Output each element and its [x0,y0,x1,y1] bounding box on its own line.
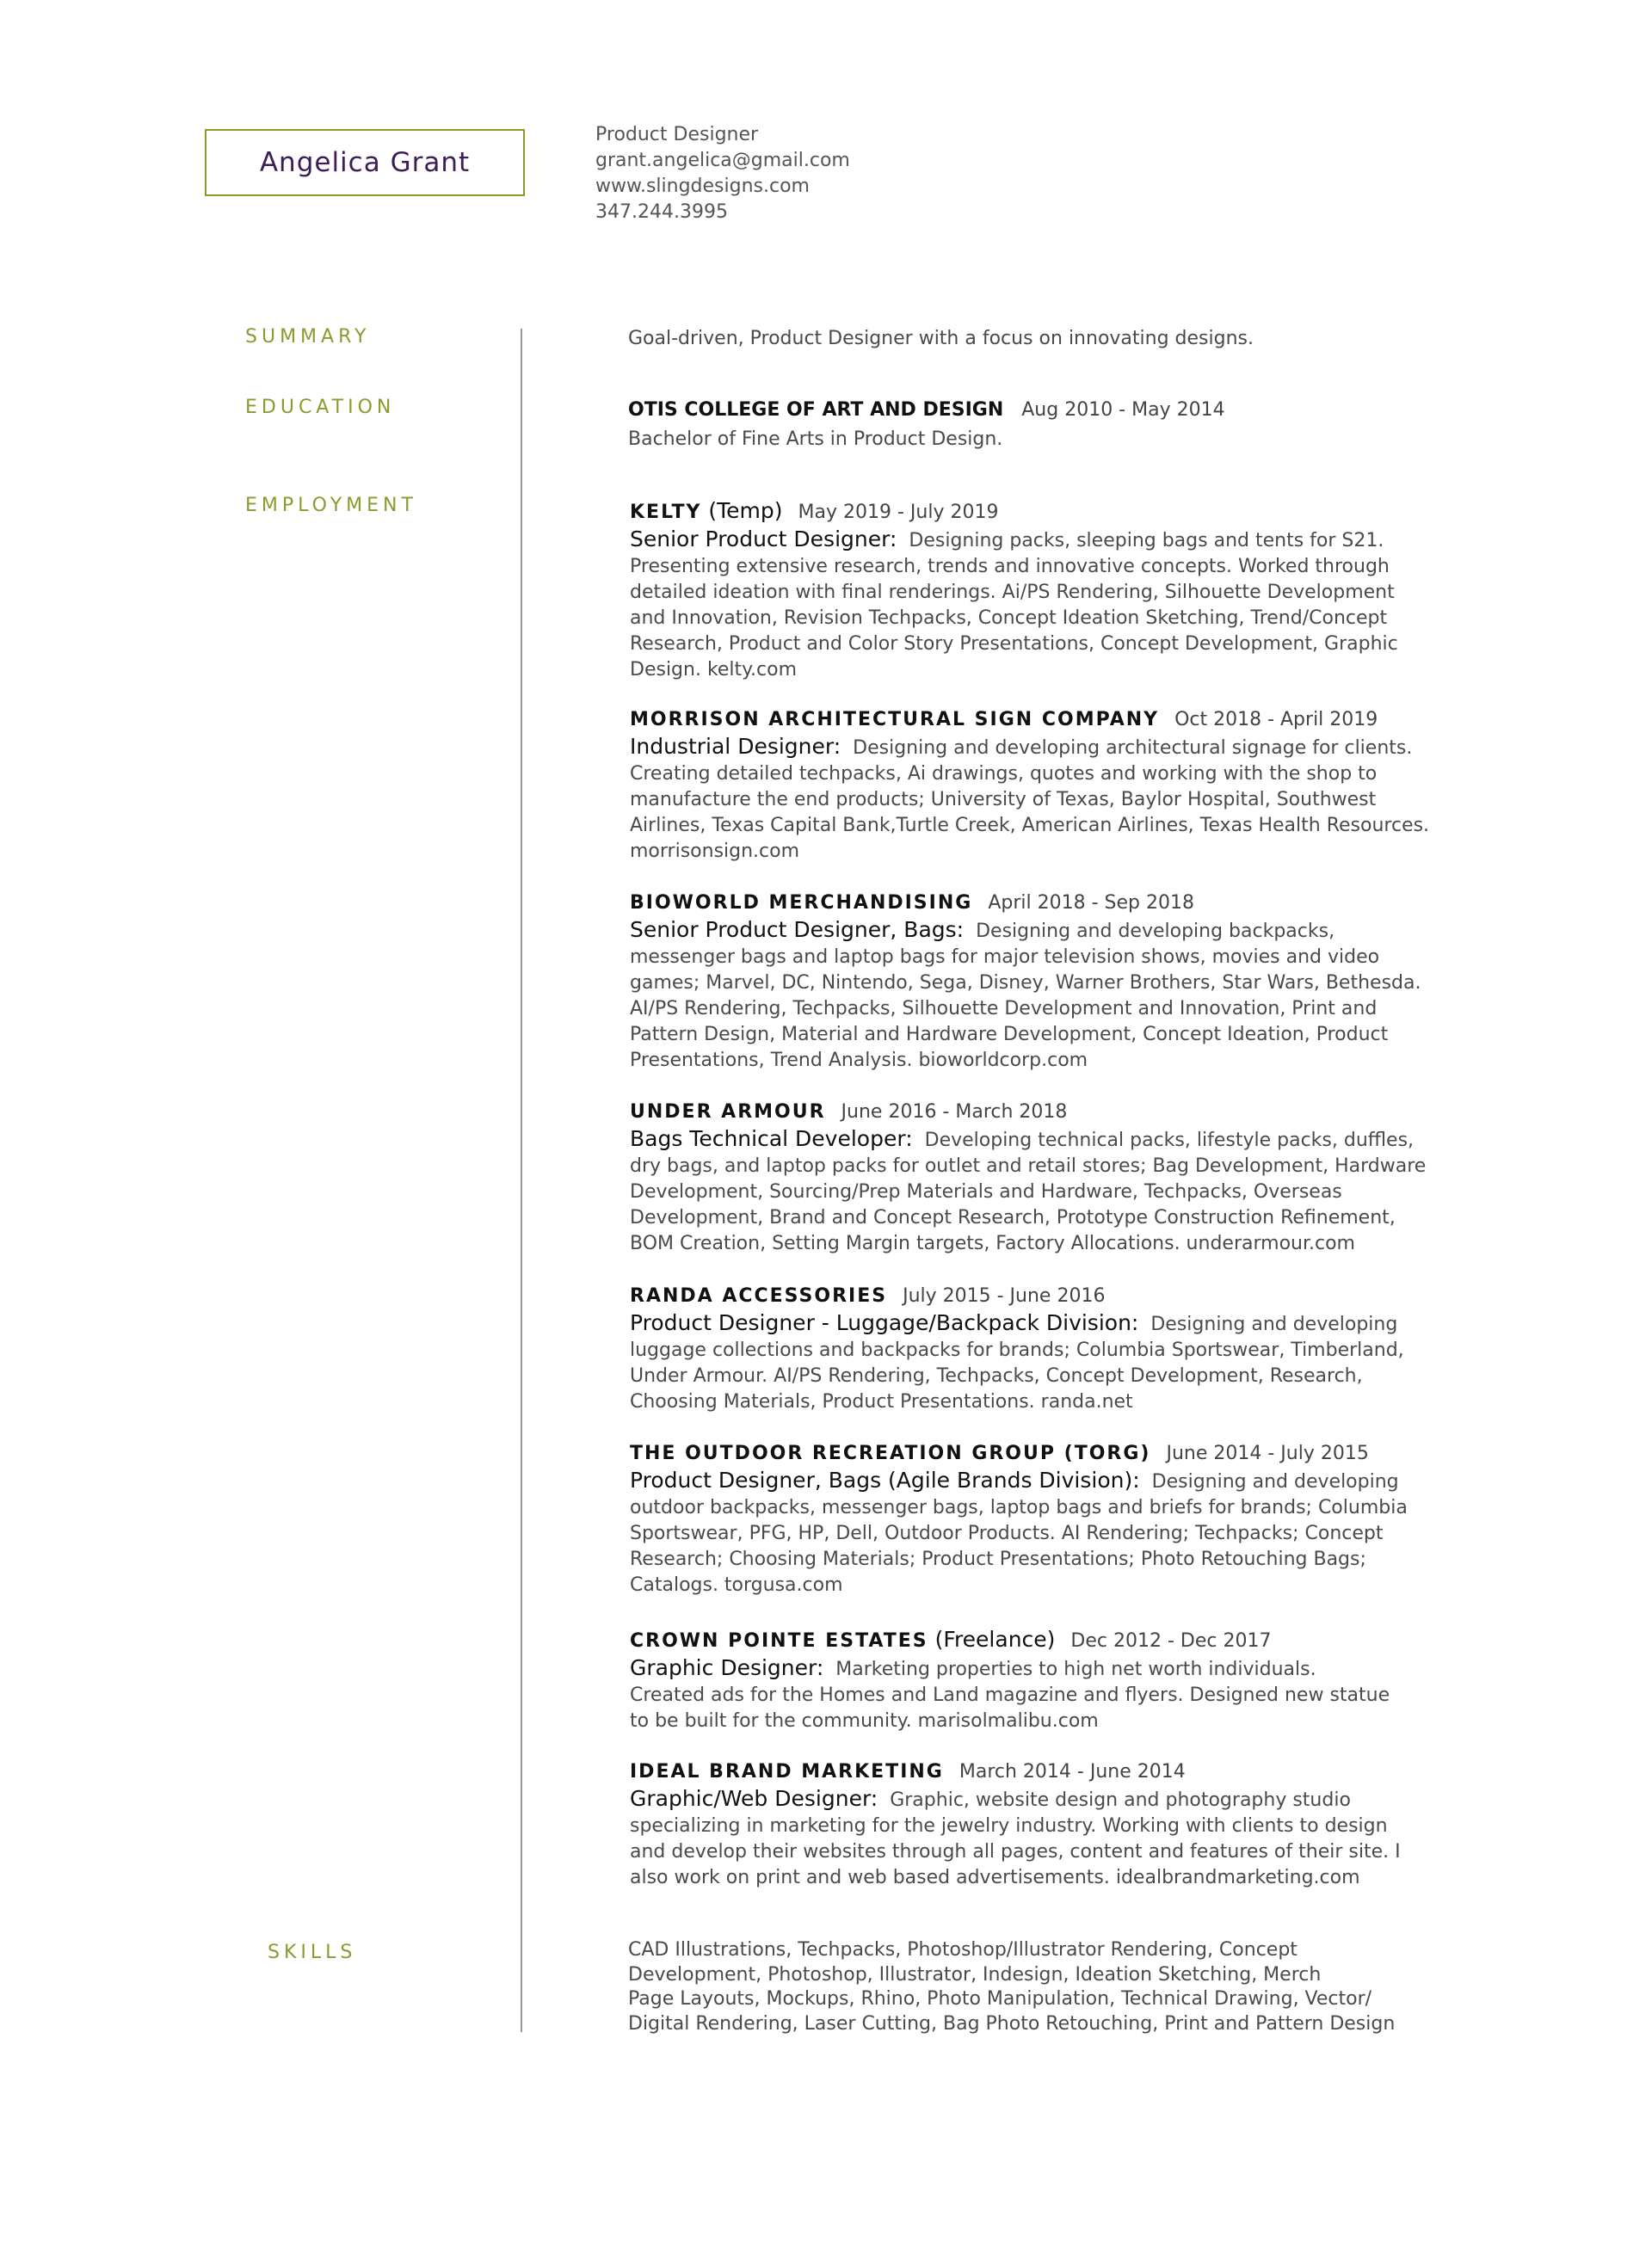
employment-header [630,1440,1421,1468]
phone: 347.244.3995 [595,201,728,223]
description-line [630,761,1421,787]
description-line [630,1338,1421,1364]
description-line [630,631,1421,657]
description-line [630,1683,1421,1709]
candidate-name: Angelica Grant [259,147,471,178]
vertical-divider [521,329,522,2032]
description-line [630,970,1421,996]
role-title: Product Designer, Bags (Agile Brands Division): [630,1468,1140,1493]
employment-dates: Dec 2012 - Dec 2017 [1070,1630,1272,1652]
company-name: THE OUTDOOR RECREATION GROUP (TORG) [630,1443,1151,1464]
description-text: Developing technical packs, lifestyle packs, duffles, [924,1130,1415,1151]
role-title: Product Designer - Luggage/Backpack Division: [630,1310,1139,1335]
company-name: MORRISON ARCHITECTURAL SIGN COMPANY [630,709,1160,730]
website: www.slingdesigns.com [595,176,810,197]
section-label-employment: EMPLOYMENT [245,495,417,516]
description-text: and Innovation, Revision Techpacks, Concept Ideation Sketching, Trend/Concept [630,607,1388,629]
company-note: (Temp) [708,498,783,523]
employment-entry [630,1758,1421,1891]
employment-description [630,917,1421,1074]
company-name: BIOWORLD MERCHANDISING [630,892,973,914]
description-line [630,657,1421,683]
role-title: Industrial Designer: [630,734,841,759]
description-text: Marketing properties to high net worth individuals. [835,1659,1316,1680]
section-label-education: EDUCATION [245,397,396,418]
skills-line: Digital Rendering, Laser Cutting, Bag Photo Retouching, Print and Pattern Design [628,2012,1396,2035]
description-text: manufacture the end products; University of Texas, Baylor Hospital, Southwest [630,789,1377,810]
employment-dates: April 2018 - Sep 2018 [988,892,1194,914]
description-line [630,1495,1421,1521]
company-name: IDEAL BRAND MARKETING [630,1761,944,1783]
description-text: Development, Sourcing/Prep Materials and Hardware, Techpacks, Overseas [630,1181,1342,1203]
description-text: Under Armour. AI/PS Rendering, Techpacks, Concept Development, Research, [630,1365,1363,1387]
description-text: Development, Brand and Concept Research, Prototype Construction Refinement, [630,1207,1396,1229]
description-text: Pattern Design, Material and Hardware Development, Concept Ideation, Product [630,1024,1389,1045]
employment-entry [630,1283,1421,1415]
employment-description [630,1310,1421,1415]
description-line [630,1022,1421,1048]
employment-description [630,1786,1421,1891]
description-text: Catalogs. torgusa.com [630,1574,843,1596]
education-dates: Aug 2010 - May 2014 [1021,399,1225,421]
description-line [630,1839,1421,1865]
employment-header [630,890,1421,917]
employment-entry [630,1440,1421,1598]
description-text: Presenting extensive research, trends and innovative concepts. Worked through [630,556,1390,577]
description-line [630,1573,1421,1598]
description-line [630,917,1421,945]
employment-header [630,1758,1421,1786]
description-text: Designing and developing [1151,1471,1399,1493]
skills-line: CAD Illustrations, Techpacks, Photoshop/Illustrator Rendering, Concept [628,1939,1298,1961]
description-text: luggage collections and backpacks for brands; Columbia Sportswear, Timberland, [630,1339,1404,1361]
description-line [630,1389,1421,1415]
description-line [630,606,1421,631]
section-label-skills: SKILLS [268,1942,357,1963]
employment-header [630,497,1421,527]
summary-text: Goal-driven, Product Designer with a focus on innovating designs. [628,328,1254,349]
description-line [630,1786,1421,1814]
description-text: outdoor backpacks, messenger bags, laptop bags and briefs for brands; Columbia [630,1497,1408,1518]
employment-dates: May 2019 - July 2019 [798,502,999,523]
employment-dates: June 2016 - March 2018 [841,1101,1068,1123]
description-text: Presentations, Trend Analysis. bioworldcorp.com [630,1050,1088,1071]
education-entry [628,396,1225,454]
description-line [630,1154,1427,1179]
description-text: to be built for the community. marisolmalibu.com [630,1710,1099,1732]
description-line [630,1205,1421,1231]
description-line [630,554,1421,580]
description-line [630,580,1421,606]
description-text: also work on print and web based advertisements. idealbrandmarketing.com [630,1867,1360,1888]
description-line [630,1865,1421,1891]
description-text: dry bags, and laptop packs for outlet and retail stores; Bag Development, Hardware [630,1155,1427,1177]
description-text: morrisonsign.com [630,841,800,862]
description-text: Sportswear, PFG, HP, Dell, Outdoor Products. AI Rendering; Techpacks; Concept [630,1523,1384,1544]
contact-block [595,122,850,225]
description-line [630,1709,1421,1734]
employment-dates: June 2014 - July 2015 [1166,1443,1369,1464]
description-text: and develop their websites through all pages, content and features of their site. I [630,1841,1401,1863]
employment-description [630,527,1421,683]
company-name: CROWN POINTE ESTATES [630,1630,928,1652]
role-title: Senior Product Designer: [630,527,897,551]
description-line [630,1231,1421,1257]
employment-entry [630,497,1421,683]
description-text: Graphic, website design and photography studio [890,1789,1351,1811]
description-text: Design. kelty.com [630,659,798,681]
employment-header [630,1283,1421,1310]
description-text: specializing in marketing for the jewelry industry. Working with clients to design [630,1815,1388,1837]
description-line [630,1048,1421,1074]
education-school: OTIS COLLEGE OF ART AND DESIGN [628,399,1004,421]
description-text: Designing and developing backpacks, [976,921,1335,942]
employment-entry [630,1099,1427,1257]
employment-dates: July 2015 - June 2016 [903,1285,1106,1307]
employment-description [630,1126,1427,1257]
education-degree: Bachelor of Fine Arts in Product Design. [628,428,1003,450]
description-line [630,945,1421,970]
employment-entry [630,890,1421,1074]
role-title: Bags Technical Developer: [630,1126,913,1151]
email: grant.angelica@gmail.com [595,150,850,171]
description-text: Designing packs, sleeping bags and tents for S21. [909,530,1384,551]
description-line [630,1547,1421,1573]
description-text: Created ads for the Homes and Land magazine and flyers. Designed new statue [630,1684,1390,1706]
description-line [630,996,1421,1022]
description-text: Research, Product and Color Story Presentations, Concept Development, Graphic [630,633,1398,655]
description-line [630,1655,1421,1683]
description-line [630,1126,1421,1154]
company-name: RANDA ACCESSORIES [630,1285,888,1307]
role-title: Graphic/Web Designer: [630,1786,878,1811]
description-text: messenger bags and laptop bags for major television shows, movies and video [630,946,1380,968]
description-line [630,1468,1421,1495]
description-text: Designing and developing architectural signage for clients. [853,737,1413,759]
description-text: Airlines, Texas Capital Bank,Turtle Creek, American Airlines, Texas Health Resources. [630,815,1430,836]
description-line [630,1310,1421,1338]
section-label-summary: SUMMARY [245,326,371,348]
description-line [630,787,1421,813]
name-box [205,129,525,196]
description-text: Research; Choosing Materials; Product Presentations; Photo Retouching Bags; [630,1549,1366,1570]
employment-entry [630,1626,1421,1734]
description-text: Choosing Materials, Product Presentations. randa.net [630,1391,1133,1413]
description-line [630,839,1421,865]
employment-description [630,1655,1421,1734]
employment-description [630,734,1430,865]
description-line [630,1364,1421,1389]
employment-dates: March 2014 - June 2014 [959,1761,1186,1783]
employment-header [630,1626,1421,1655]
description-line [630,1814,1421,1839]
company-name: UNDER ARMOUR [630,1101,826,1123]
skills-line: Page Layouts, Mockups, Rhino, Photo Manipulation, Technical Drawing, Vector/ [628,1988,1372,2010]
description-line [630,734,1421,761]
skills-text [628,1938,1420,2036]
description-text: AI/PS Rendering, Techpacks, Silhouette Development and Innovation, Print and [630,998,1378,1019]
description-text: Creating detailed techpacks, Ai drawings, quotes and working with the shop to [630,763,1378,785]
company-name: KELTY [630,502,702,523]
description-text: detailed ideation with final renderings. Ai/PS Rendering, Silhouette Development [630,582,1395,603]
role-title: Senior Product Designer, Bags: [630,917,965,942]
employment-header [630,1099,1421,1126]
description-line [630,813,1430,839]
role-title: Graphic Designer: [630,1655,824,1680]
skills-line: Development, Photoshop, Illustrator, Indesign, Ideation Sketching, Merch [628,1963,1322,1986]
description-line [630,1521,1421,1547]
employment-entry [630,706,1430,865]
description-text: Designing and developing [1150,1314,1398,1335]
employment-dates: Oct 2018 - April 2019 [1174,709,1378,730]
job-title: Product Designer [595,124,759,145]
description-line [630,1179,1421,1205]
employment-header [630,706,1421,734]
employment-description [630,1468,1421,1598]
description-line [630,527,1421,554]
company-note: (Freelance) [934,1627,1056,1652]
description-text: games; Marvel, DC, Nintendo, Sega, Disney, Warner Brothers, Star Wars, Bethesda. [630,972,1421,994]
description-text: BOM Creation, Setting Margin targets, Factory Allocations. underarmour.com [630,1233,1355,1254]
